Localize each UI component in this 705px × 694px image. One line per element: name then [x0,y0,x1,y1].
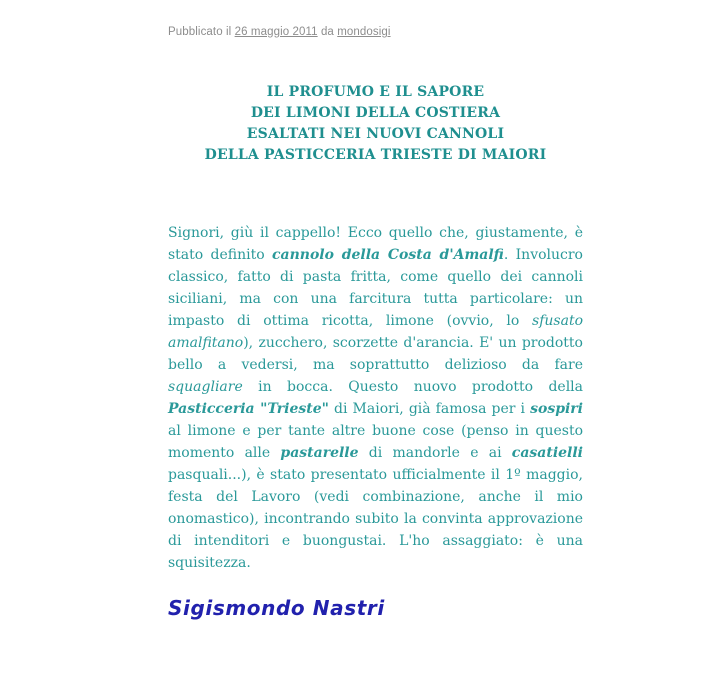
article-text-segment: al limone e per tante altre buone cose (penso in questo momento alle [168,423,583,461]
author-link[interactable]: mondosigi [337,26,391,38]
article-text-segment: pasquali...), è stato presentato ufficialmente il 1º maggio, festa del Lavoro (vedi combinazione, anche il mio onomastico), incontrando subito la convinta approvazione di intenditori e buongustai. L'ho assaggiato: è una squisitezza. [168,467,583,571]
post-title-line: IL PROFUMO E IL SAPORE [266,84,485,100]
post-title [168,82,583,166]
article-text-segment: pastarelle [280,445,359,461]
signature: Sigismondo Nastri [168,596,385,620]
article-text-segment: di mandorle e ai [358,445,512,461]
post-title-line: ESALTATI NEI NUOVI CANNOLI [246,126,505,142]
article-text-segment: Signori, giù il cappello! Ecco quello che, giustamente, è stato definito [168,225,583,263]
article-text-segment: di Maiori, già famosa per i [328,401,531,417]
publish-date-link[interactable]: 26 maggio 2011 [234,26,318,38]
article-column [168,222,583,620]
article-text-segment: casatielli [511,445,583,461]
publish-info [168,26,391,38]
article-text-segment: . Involucro classico, fatto di pasta fritta, come quello dei cannoli siciliani, ma con una farcitura tutta particolare: un impasto di ottima ricotta, limone (ovvio, lo [168,247,583,329]
article-text-segment: squagliare [168,379,243,395]
article-text-segment: cannolo della Costa d'Amalfi [272,247,504,263]
post-title-line: DEI LIMONI DELLA COSTIERA [250,105,501,121]
article-paragraph [168,222,583,574]
publish-prefix: Pubblicato il [168,26,232,38]
post-title-line: DELLA PASTICCERIA TRIESTE DI MAIORI [204,147,547,163]
article-text-segment: Pasticceria "Trieste" [168,401,329,417]
article-text-segment: ), zucchero, scorzette d'arancia. E' un prodotto bello a vedersi, ma soprattutto delizioso da fare [168,335,583,373]
article-text-segment: sfusato amalfitano [168,313,583,351]
article-text-segment: sospiri [530,401,583,417]
article-text-segment: in bocca. Questo nuovo prodotto della [242,379,583,395]
publish-connector: da [320,26,334,38]
